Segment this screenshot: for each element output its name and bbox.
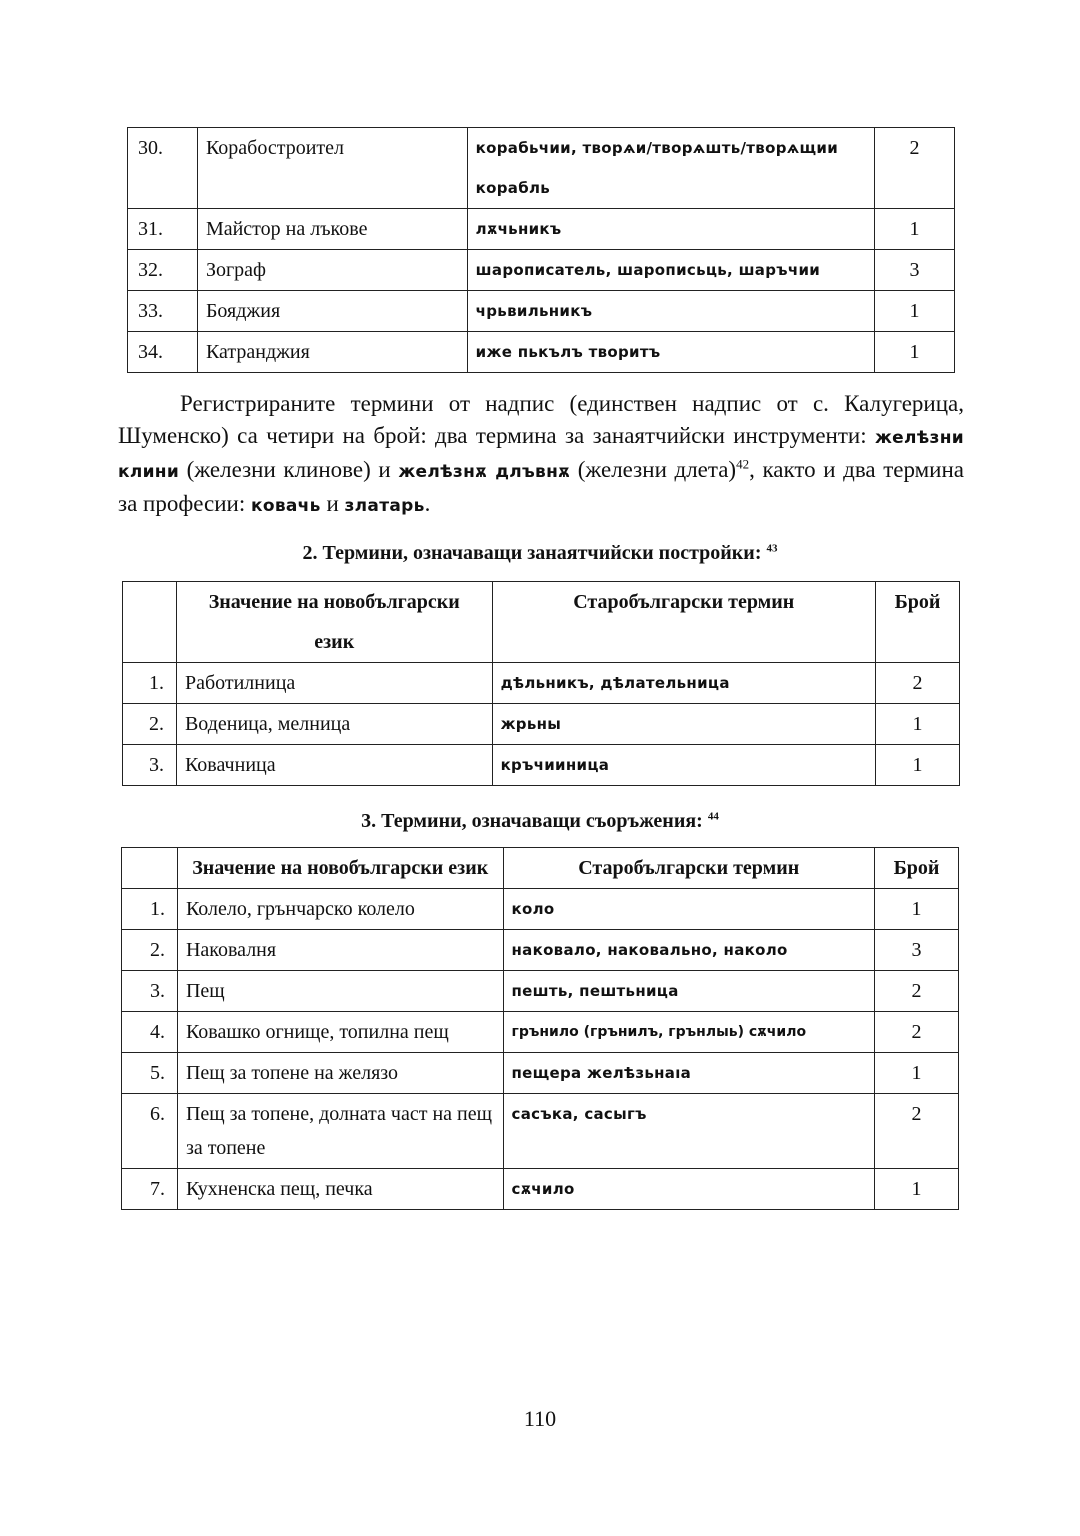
row-number: 33. (128, 291, 198, 332)
table-row (123, 704, 960, 745)
old-bulgarian-term: коло (503, 889, 875, 930)
header-meaning: Значение на новобългарски език (176, 582, 492, 663)
modern-meaning: Корабостроител (197, 128, 467, 209)
term-count: 1 (875, 1053, 959, 1094)
old-bulgarian-term: корабьчии, творѧи/творѧшть/творѧщии корабль (467, 128, 874, 209)
table-row (128, 332, 955, 373)
term-count: 1 (875, 291, 955, 332)
term-count: 2 (876, 663, 960, 704)
header-number (123, 582, 177, 663)
section-title-text: 2. Термини, означаващи занаятчийски постройки: (302, 542, 762, 564)
term-count: 1 (876, 704, 960, 745)
table-row (123, 745, 960, 786)
old-bulgarian-term: грънило (грънилъ, грънлыь) сѫчило (503, 1012, 875, 1053)
section-2-title (0, 542, 1080, 565)
section-title-text: 3. Термини, означаващи съоръжения: (361, 810, 703, 832)
table-row (128, 209, 955, 250)
old-bulgarian-term: пешть, пештьница (503, 971, 875, 1012)
old-bulgarian-term: жрьны (492, 704, 875, 745)
row-number: 5. (122, 1053, 178, 1094)
row-number: 31. (128, 209, 198, 250)
row-number: 2. (123, 704, 177, 745)
row-number: 1. (122, 889, 178, 930)
row-number: 3. (122, 971, 178, 1012)
table-row (123, 663, 960, 704)
row-number: 4. (122, 1012, 178, 1053)
modern-meaning: Зограф (197, 250, 467, 291)
row-number: 34. (128, 332, 198, 373)
page-number: 110 (523, 1406, 557, 1431)
row-number: 6. (122, 1094, 178, 1169)
row-number: 7. (122, 1169, 178, 1210)
table-row (122, 889, 959, 930)
old-bulgarian-term: наковало, наковально, наколо (503, 930, 875, 971)
paragraph-text: и (320, 491, 345, 516)
old-bulgarian-term: кръчииница (492, 745, 875, 786)
paragraph-text: (железни клинове) и (179, 457, 399, 482)
table-row (122, 1169, 959, 1210)
table-row (122, 1012, 959, 1053)
old-bulgarian-term: желѣзни клини (118, 428, 964, 482)
header-count: Брой (876, 582, 960, 663)
old-bulgarian-term: ковачь (251, 496, 321, 516)
old-bulgarian-term: иже пькълъ творитъ (467, 332, 874, 373)
row-number: 30. (128, 128, 198, 209)
header-number (122, 848, 178, 889)
paragraph-text: . (424, 491, 431, 516)
term-count: 3 (875, 250, 955, 291)
modern-meaning: Работилница (176, 663, 492, 704)
term-count: 2 (875, 1094, 959, 1169)
modern-meaning: Кухненска пещ, печка (177, 1169, 503, 1210)
paragraph-text: Регистрираните термини от надпис (единствен надпис от с. Калугерица, Шуменско) са четири на брой: два термина за занаятчийски инструменти: (118, 391, 964, 448)
old-bulgarian-term: чрьвильникъ (467, 291, 874, 332)
old-bulgarian-term: сасъка, сасыгъ (503, 1094, 875, 1169)
table-row (128, 250, 955, 291)
term-count: 1 (875, 1169, 959, 1210)
workshops-table (122, 581, 960, 786)
paragraph-text: , както и два термина за професии: (118, 457, 964, 516)
header-term: Старобългарски термин (492, 582, 875, 663)
table-row (128, 128, 955, 209)
old-bulgarian-term: шарописатель, шарописьць, шаръчии (467, 250, 874, 291)
term-count: 2 (875, 128, 955, 209)
table-row (122, 971, 959, 1012)
term-count: 1 (875, 889, 959, 930)
modern-meaning: Воденица, мелница (176, 704, 492, 745)
old-bulgarian-term: пещера желѣзьнаıа (503, 1053, 875, 1094)
table-row (128, 291, 955, 332)
header-count: Брой (875, 848, 959, 889)
modern-meaning: Наковалня (177, 930, 503, 971)
old-bulgarian-term: дѣльникъ, дѣлательница (492, 663, 875, 704)
old-bulgarian-term: сѫчило (503, 1169, 875, 1210)
equipment-table (121, 847, 959, 1210)
row-number: 3. (123, 745, 177, 786)
modern-meaning: Пещ (177, 971, 503, 1012)
modern-meaning: Ковашко огнище, топилна пещ (177, 1012, 503, 1053)
header-meaning: Значение на новобългарски език (177, 848, 503, 889)
body-paragraph (118, 388, 964, 522)
row-number: 2. (122, 930, 178, 971)
section-3-title (0, 810, 1080, 833)
row-number: 1. (123, 663, 177, 704)
modern-meaning: Катранджия (197, 332, 467, 373)
term-count: 1 (875, 332, 955, 373)
footnote-ref: 42 (736, 456, 750, 472)
table-row (122, 930, 959, 971)
footnote-ref: 44 (707, 810, 719, 823)
table-header-row (122, 848, 959, 889)
professions-table-continued (127, 127, 955, 373)
term-count: 2 (875, 1012, 959, 1053)
table-header-row (123, 582, 960, 663)
modern-meaning: Пещ за топене на желязо (177, 1053, 503, 1094)
term-count: 1 (875, 209, 955, 250)
table-row (122, 1053, 959, 1094)
old-bulgarian-term: златарь (344, 496, 425, 516)
old-bulgarian-term: лѫчьникъ (467, 209, 874, 250)
modern-meaning: Майстор на лъкове (197, 209, 467, 250)
term-count: 3 (875, 930, 959, 971)
modern-meaning: Колело, грънчарско колело (177, 889, 503, 930)
table-row (122, 1094, 959, 1169)
row-number: 32. (128, 250, 198, 291)
term-count: 2 (875, 971, 959, 1012)
old-bulgarian-term: желѣзнѫ длъвнѫ (398, 462, 571, 482)
modern-meaning: Бояджия (197, 291, 467, 332)
modern-meaning: Ковачница (176, 745, 492, 786)
term-count: 1 (876, 745, 960, 786)
paragraph-text: (железни длета) (570, 457, 737, 482)
header-term: Старобългарски термин (503, 848, 875, 889)
modern-meaning: Пещ за топене, долната част на пещ за топене (177, 1094, 503, 1169)
footnote-ref: 43 (766, 542, 778, 555)
